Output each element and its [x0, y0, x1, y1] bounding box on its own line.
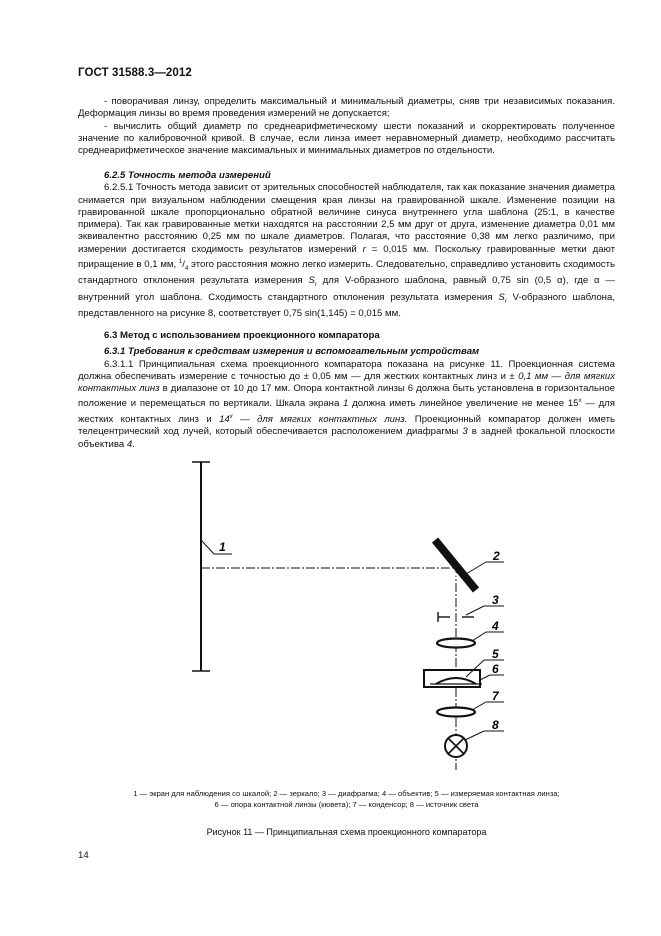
projection-comparator-diagram: [0, 455, 661, 785]
leader-2: [466, 562, 486, 574]
label-8: 8: [492, 718, 499, 732]
leader-3: [466, 606, 484, 615]
figure-title: Рисунок 11 — Принципиальная схема проекционного компаратора: [206, 827, 487, 837]
mirror: [435, 540, 476, 590]
heading-6-3: 6.3 Метод с использованием проекционного компаратора: [104, 330, 380, 341]
figure-legend-line1: 1 — экран для наблюдения со шкалой; 2 — зеркало; 3 — диафрагма; 4 — объектив; 5 — измеряемая контактная линза;: [133, 789, 560, 798]
paragraph-6-3-1-1: 6.3.1.1 Принципиальная схема проекционного компаратора показана на рисунке 11. Проекционная система должна обеспечивать измерение с точностью до ± 0,05 мм — для жестких контактных линз и ± 0,1 мм — для мягких контактных линз в диапазоне от 10 до 17 мм. Опора контактной линзы 6 должна быть установлена в горизонтальное положение и перемещаться по вертикали. Шкала экрана 1 должна иметь линейное увеличение не менее 15$^x$ — для жестких контактных линз и 14$^x$ — для мягких контактных линз. Проекционный компаратор должен иметь телецентрический ход лучей, который обеспечивается расположением диафрагмы 3 в задней фокальной плоскости объектива 4.: [78, 358, 616, 450]
paragraph-6-2-5-1: 6.2.5.1 Точность метода зависит от зрительных способностей наблюдателя, так как показание значения диаметра снимается при визуальном наблюдении смещения края линзы на гравированной шкале. Изменение позиции на гравированной шкале пропорционально обратной величине синуса внутреннего угла шаблона (25:1, в качестве примера). Так как гравированные метки находятся на расстоянии 2,5 мм друг от друга, изменение диаметра 0,01 мм эквивалентно расстоянию 0,25 мм по шкале диаметров. Полагая, что расстояние 0,38 мм легко различимо, при измерении достигается сходимость результатов измерений r = 0,015 мм. Поскольку гравированные метки дают приращение в 0,1 мм, $^1/_4$ этого расстояния можно легко измерить. Следовательно, справедливо установить сходимость стандартного отклонения результата измерения $S_r$ для V-образного шаблона, равный 0,75 sin (0,5 α), где α — внутренний угол шаблона. Сходимость стандартного отклонения результата измерения $S_r$ V-образного шаблона, представленного на рисунке 8, соответствует 0,75 sin(1,145) = 0,015 мм.: [78, 182, 615, 319]
paragraph-rotate-lens: - поворачивая линзу, определить максимальный и минимальный диаметры, сняв три независимых показания. Деформация линзы во время проведения измерений не допускается;: [78, 96, 615, 120]
leader-6: [480, 675, 490, 680]
paragraph-compute-diameter: - вычислить общий диаметр по среднеарифметическому шести показаний и скорректировать полученное значение по калибровочной кривой. В случае, если линза имеет неравномерный диаметр, необходимо рассчитать среднеарифметическое значение максимальных и минимальных диаметров по отдельности.: [78, 120, 615, 157]
label-2: 2: [493, 549, 500, 563]
heading-6-2-5: 6.2.5 Точность метода измерений: [104, 170, 271, 181]
heading-6-3-1: 6.3.1 Требования к средствам измерения и вспомогательным устройствам: [104, 346, 480, 358]
label-4: 4: [492, 619, 499, 633]
figure-legend-line2: 6 — опора контактной линзы (кювета); 7 — конденсор; 8 — источник света: [214, 800, 479, 809]
mirror-highlight: [433, 546, 472, 594]
label-6: 6: [492, 662, 499, 676]
text-block-intro: [78, 96, 615, 157]
section-6-2-5: [78, 170, 615, 320]
leader-7: [472, 702, 486, 710]
leader-4: [472, 632, 486, 641]
label-1: 1: [219, 540, 226, 554]
leader-8: [465, 731, 484, 740]
document-header: ГОСТ 31588.3—2012: [78, 67, 192, 79]
leader-1: [201, 540, 214, 554]
section-6-3: [78, 330, 615, 451]
label-7: 7: [492, 689, 499, 703]
label-5: 5: [492, 647, 499, 661]
label-3: 3: [492, 593, 499, 607]
page-number: 14: [78, 850, 89, 861]
condenser-lens: [437, 708, 475, 717]
objective-lens: [437, 639, 475, 648]
